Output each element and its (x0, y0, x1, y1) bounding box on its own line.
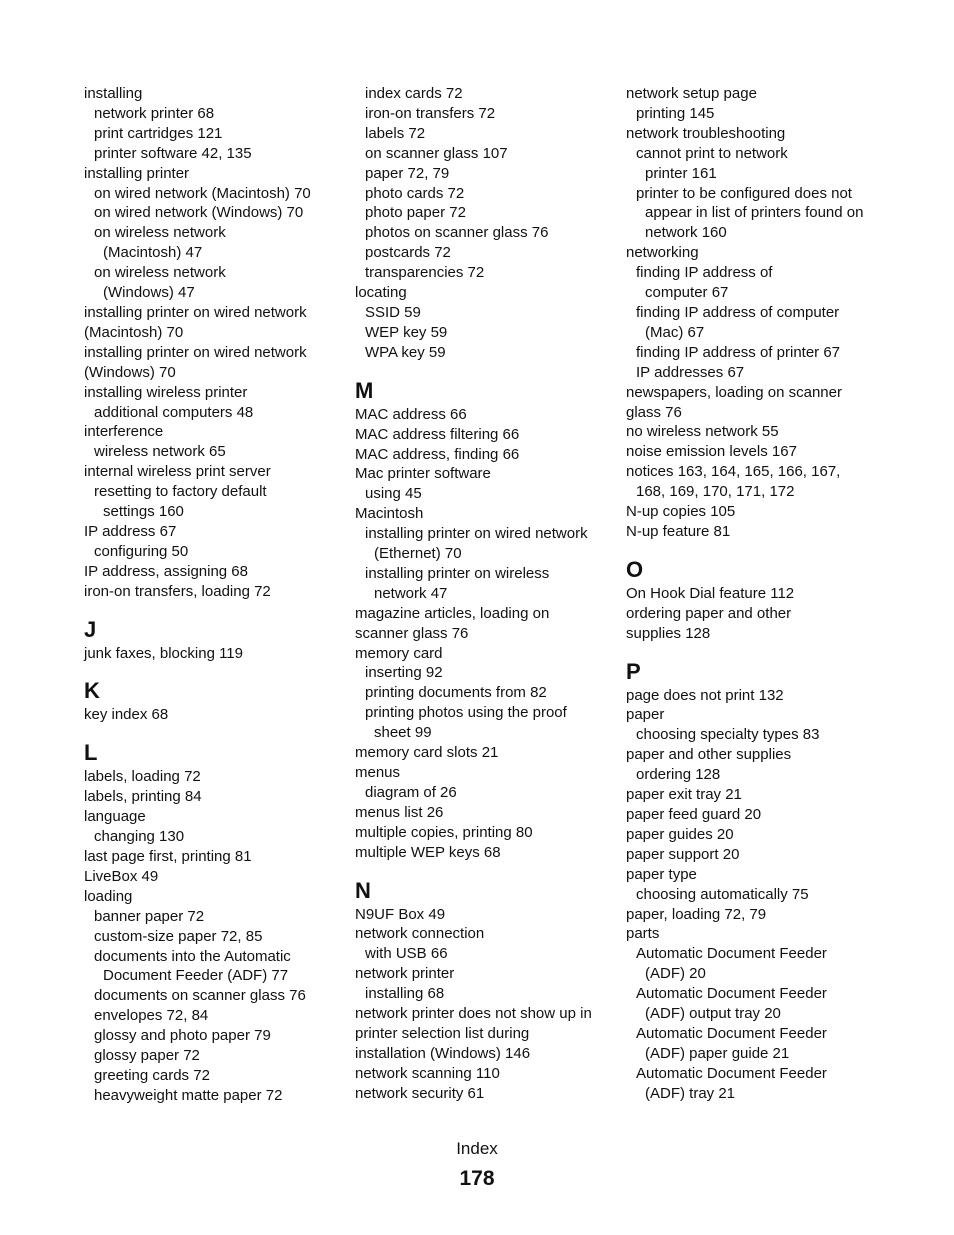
index-entry: iron-on transfers, loading 72 (84, 582, 271, 600)
index-subentry: printing documents from 82 (365, 684, 547, 702)
index-entry: N-up feature 81 (626, 522, 731, 540)
index-subentry: network printer 68 (94, 104, 215, 122)
index-subentry: (Mac) 67 (645, 323, 705, 341)
index-subentry: Automatic Document Feeder (636, 1064, 827, 1082)
index-entry: N-up copies 105 (626, 503, 736, 521)
section-letter-heading: K (84, 678, 100, 704)
index-subentry: index cards 72 (365, 85, 463, 102)
index-subentry: finding IP address of computer (636, 303, 840, 321)
section-letter-heading: N (355, 877, 371, 903)
index-entry: paper type (626, 865, 697, 883)
index-subentry: (ADF) paper guide 21 (645, 1044, 790, 1062)
section-letter-heading: O (626, 556, 644, 582)
index-entry: memory card slots 21 (355, 744, 499, 762)
index-subentry: (ADF) 20 (645, 965, 706, 983)
index-entry: On Hook Dial feature 112 (626, 584, 795, 602)
index-entry: installing printer on wired network (84, 343, 307, 361)
index-entry: MAC address filtering 66 (355, 425, 520, 443)
index-entry: multiple WEP keys 68 (355, 843, 501, 861)
index-subentry: printer 161 (645, 164, 717, 182)
index-entry: multiple copies, printing 80 (355, 823, 533, 841)
index-entry: interference (84, 423, 164, 441)
index-subentry: heavyweight matte paper 72 (94, 1086, 283, 1104)
index-entry: IP address, assigning 68 (84, 562, 248, 580)
index-entry: network security 61 (355, 1084, 485, 1102)
footer-section-label: Index (456, 1139, 498, 1158)
index-subentry: inserting 92 (365, 664, 443, 682)
index-subentry: print cartridges 121 (94, 124, 223, 142)
index-column-1 (84, 84, 339, 1106)
index-subentry: (Macintosh) 47 (103, 244, 203, 262)
index-entry: loading (84, 887, 133, 905)
index-subentry: postcards 72 (365, 244, 451, 262)
index-entry: memory card (355, 644, 443, 662)
index-subentry: transparencies 72 (365, 264, 485, 282)
index-subentry: WPA key 59 (365, 343, 446, 361)
index-entry: installing printer (84, 164, 190, 182)
index-subentry: greeting cards 72 (94, 1066, 210, 1084)
index-entry: N9UF Box 49 (355, 905, 446, 923)
index-subentry: ordering 128 (636, 766, 721, 784)
index-entry: paper exit tray 21 (626, 786, 742, 804)
index-subentry: configuring 50 (94, 542, 189, 560)
index-entry: page does not print 132 (626, 686, 784, 704)
section-letter-heading: P (626, 658, 641, 684)
index-subentry: diagram of 26 (365, 783, 457, 801)
index-subentry: custom-size paper 72, 85 (94, 927, 263, 945)
index-entry: paper feed guard 20 (626, 806, 762, 823)
index-subentry: printer to be configured does not (636, 184, 852, 202)
index-column-3 (626, 84, 881, 1104)
index-entry: paper support 20 (626, 845, 740, 863)
index-subentry: changing 130 (94, 828, 185, 846)
index-subentry: Automatic Document Feeder (636, 1024, 827, 1042)
index-entry: menus list 26 (355, 803, 444, 821)
index-entry: network setup page (626, 85, 757, 102)
index-entry: language (84, 808, 146, 826)
index-entry: locating (355, 284, 407, 302)
index-entry: no wireless network 55 (626, 423, 779, 441)
index-entry: parts (626, 925, 660, 943)
index-subentry: printing 145 (636, 104, 715, 122)
index-subentry: computer 67 (645, 284, 729, 302)
index-entry: menus (355, 764, 401, 781)
index-subentry: printer software 42, 135 (94, 144, 252, 162)
index-entry: labels, loading 72 (84, 768, 201, 786)
index-subentry: with USB 66 (365, 945, 448, 963)
section-letter-heading: M (355, 377, 374, 403)
index-column-2 (355, 84, 610, 1104)
index-subentry: (Windows) 47 (103, 284, 195, 302)
index-subentry: 168, 169, 170, 171, 172 (636, 483, 795, 501)
index-entry: MAC address, finding 66 (355, 445, 520, 463)
index-subentry: network 160 (645, 224, 727, 242)
index-entry: noise emission levels 167 (626, 443, 797, 461)
index-entry: installing printer on wired network (84, 303, 307, 321)
index-entry: LiveBox 49 (84, 867, 159, 885)
index-subentry: choosing automatically 75 (636, 885, 809, 903)
index-subentry: installing 68 (365, 985, 445, 1003)
index-subentry: glossy and photo paper 79 (94, 1027, 271, 1045)
index-subentry: finding IP address of (636, 264, 773, 282)
index-subentry: Automatic Document Feeder (636, 985, 827, 1003)
index-subentry: choosing specialty types 83 (636, 726, 820, 744)
index-entry: scanner glass 76 (355, 624, 469, 642)
index-entry: paper guides 20 (626, 825, 734, 843)
index-entry: internal wireless print server (84, 463, 271, 481)
index-entry: MAC address 66 (355, 405, 467, 423)
index-subentry: on wired network (Windows) 70 (94, 204, 304, 222)
index-subentry: resetting to factory default (94, 483, 267, 501)
index-subentry: wireless network 65 (94, 443, 226, 461)
index-subentry: SSID 59 (365, 303, 421, 321)
index-subentry: photo cards 72 (365, 184, 465, 202)
index-entry: magazine articles, loading on (355, 604, 550, 622)
index-subentry: Automatic Document Feeder (636, 945, 827, 963)
index-subentry: cannot print to network (636, 144, 788, 162)
index-entry: network printer does not show up in (355, 1005, 592, 1023)
index-subentry: banner paper 72 (94, 907, 205, 925)
index-subentry: sheet 99 (374, 724, 432, 742)
index-subentry: on wired network (Macintosh) 70 (94, 184, 311, 202)
index-entry: network scanning 110 (355, 1064, 500, 1082)
index-subentry: using 45 (365, 485, 422, 503)
index-subentry: Document Feeder (ADF) 77 (103, 967, 289, 985)
index-subentry: IP addresses 67 (636, 363, 745, 381)
index-entry: newspapers, loading on scanner (626, 383, 842, 401)
index-entry: Macintosh (355, 505, 424, 523)
index-subentry: installing printer on wired network (365, 525, 588, 543)
index-entry: notices 163, 164, 165, 166, 167, (626, 463, 841, 481)
index-entry: installing (84, 85, 143, 102)
index-subentry: printing photos using the proof (365, 704, 567, 722)
index-subentry: appear in list of printers found on (645, 204, 864, 222)
index-subentry: settings 160 (103, 503, 184, 521)
index-subentry: on wireless network (94, 224, 226, 242)
index-subentry: envelopes 72, 84 (94, 1007, 209, 1025)
index-subentry: (ADF) output tray 20 (645, 1005, 781, 1023)
index-subentry: photo paper 72 (365, 204, 466, 222)
index-entry: ordering paper and other (626, 604, 792, 622)
index-entry: supplies 128 (626, 624, 711, 642)
index-entry: junk faxes, blocking 119 (84, 644, 243, 662)
index-subentry: (Ethernet) 70 (374, 545, 462, 563)
index-subentry: WEP key 59 (365, 323, 448, 341)
index-subentry: paper 72, 79 (365, 164, 450, 182)
index-entry: network troubleshooting (626, 124, 786, 142)
index-subentry: glossy paper 72 (94, 1047, 200, 1065)
index-entry: paper (626, 706, 665, 724)
index-entry: installation (Windows) 146 (355, 1044, 531, 1062)
index-entry: (Macintosh) 70 (84, 323, 184, 341)
section-letter-heading: J (84, 616, 97, 642)
index-subentry: documents into the Automatic (94, 947, 291, 965)
index-subentry: finding IP address of printer 67 (636, 343, 841, 361)
index-entry: IP address 67 (84, 522, 177, 540)
section-letter-heading: L (84, 740, 98, 766)
index-entry: Mac printer software (355, 465, 491, 483)
index-entry: labels, printing 84 (84, 788, 202, 806)
index-entry: network printer (355, 965, 455, 983)
index-entry: networking (626, 244, 699, 262)
index-subentry: iron-on transfers 72 (365, 104, 496, 122)
index-entry: network connection (355, 925, 485, 943)
index-subentry: on wireless network (94, 264, 226, 282)
index-subentry: additional computers 48 (94, 403, 254, 421)
index-entry: installing wireless printer (84, 383, 248, 401)
index-subentry: installing printer on wireless (365, 564, 550, 582)
index-subentry: photos on scanner glass 76 (365, 224, 549, 242)
index-entry: printer selection list during (355, 1024, 530, 1042)
page-number: 178 (459, 1167, 495, 1190)
index-entry: paper and other supplies (626, 746, 792, 764)
index-entry: key index 68 (84, 706, 169, 724)
index-subentry: network 47 (374, 584, 448, 602)
index-subentry: on scanner glass 107 (365, 144, 508, 162)
index-subentry: (ADF) tray 21 (645, 1084, 736, 1102)
index-entry: paper, loading 72, 79 (626, 905, 767, 923)
index-entry: glass 76 (626, 403, 682, 421)
index-entry: last page first, printing 81 (84, 848, 252, 865)
index-subentry: documents on scanner glass 76 (94, 987, 306, 1005)
index-subentry: labels 72 (365, 124, 426, 142)
index-entry: (Windows) 70 (84, 363, 176, 381)
